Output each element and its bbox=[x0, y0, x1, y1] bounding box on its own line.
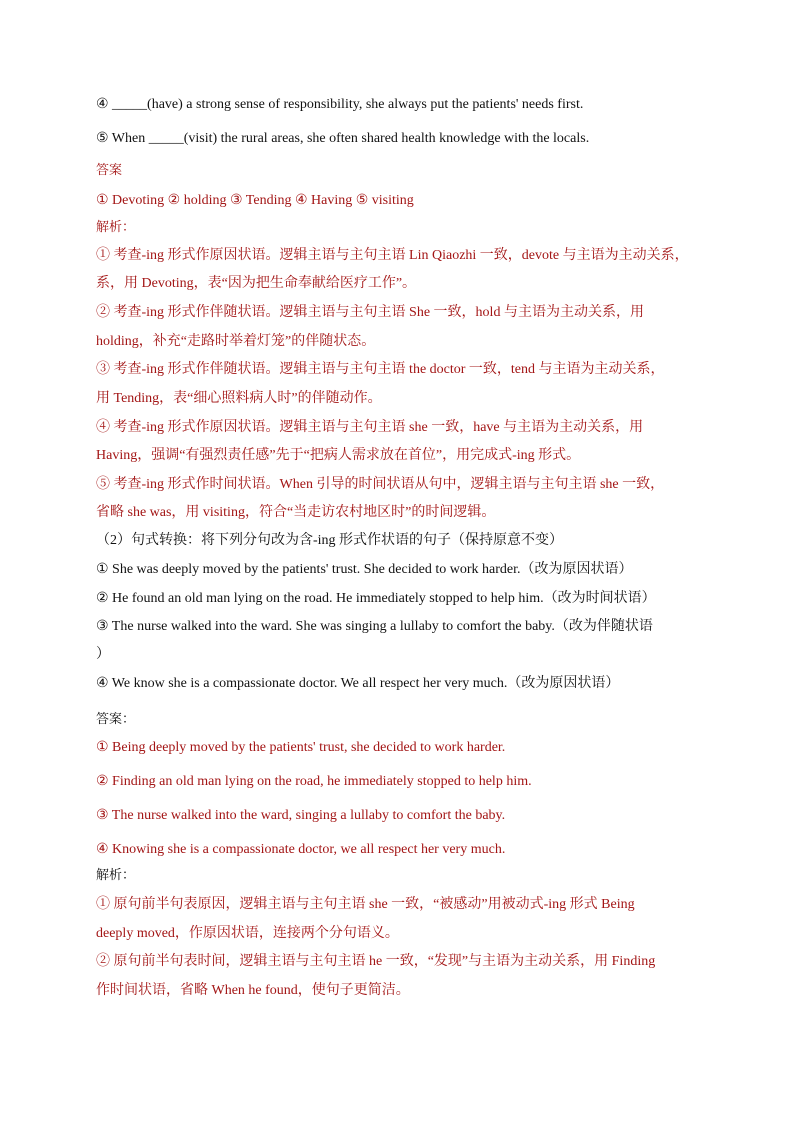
exercise2-item-3: ③ The nurse walked into the ward. She was singing a lullaby to comfort the baby.（改为伴随状语 bbox=[96, 619, 653, 634]
answers-2-item: ② Finding an old man lying on the road, he immediately stopped to help him. bbox=[96, 774, 532, 789]
analysis-2-line: ② 原句前半句表时间，逻辑主语与主句主语 he 一致，“发现”与主语为主动关系，用 Finding bbox=[96, 954, 656, 969]
analysis-1-line: ① 考查-ing 形式作原因状语。逻辑主语与主句主语 Lin Qiaozhi 一致，devote 与主语为主动关系， bbox=[96, 248, 689, 263]
analysis-1-line: ② 考查-ing 形式作伴随状语。逻辑主语与主句主语 She 一致，hold 与主语为主动关系，用 bbox=[96, 305, 644, 320]
analysis-1-line: 系，用 Devoting，表“因为把生命奉献给医疗工作”。 bbox=[96, 276, 417, 291]
analysis-1-line: Having，强调“有强烈责任感”先于“把病人需求放在首位”，用完成式-ing 形式。 bbox=[96, 448, 581, 463]
exercise1-item-5: ⑤ When _____(visit) the rural areas, she often shared health knowledge with the locals. bbox=[96, 131, 590, 146]
section-2-title: （2）句式转换：将下列分句改为含-ing 形式作状语的句子（保持原意不变） bbox=[96, 533, 564, 548]
analysis-2-line: ① 原句前半句表原因，逻辑主语与主句主语 she 一致，“被感动”用被动式-ing 形式 Being bbox=[96, 897, 635, 912]
analysis-1-line: 用 Tending，表“细心照料病人时”的伴随动作。 bbox=[96, 391, 382, 406]
exercise2-item-2: ② He found an old man lying on the road. He immediately stopped to help him.（改为时间状语） bbox=[96, 591, 656, 606]
exercise2-item-1: ① She was deeply moved by the patients' trust. She decided to work harder.（改为原因状语） bbox=[96, 562, 633, 577]
answers-2-item: ④ Knowing she is a compassionate doctor, we all respect her very much. bbox=[96, 842, 506, 857]
analysis-1-line: ④ 考查-ing 形式作原因状语。逻辑主语与主句主语 she 一致，have 与主语为主动关系，用 bbox=[96, 420, 644, 435]
exercise2-item-3-wrap: ） bbox=[96, 647, 110, 662]
analysis-1-line: ⑤ 考查-ing 形式作时间状语。When 引导的时间状语从句中，逻辑主语与主句主语 she 一致， bbox=[96, 477, 665, 492]
analysis-label-2: 解析： bbox=[96, 868, 136, 883]
answers-2-item: ③ The nurse walked into the ward, singing a lullaby to comfort the baby. bbox=[96, 808, 506, 823]
analysis-1-line: ③ 考查-ing 形式作伴随状语。逻辑主语与主句主语 the doctor 一致，tend 与主语为主动关系， bbox=[96, 362, 665, 377]
answer-label-2: 答案： bbox=[96, 712, 136, 727]
analysis-label-1: 解析： bbox=[96, 220, 136, 235]
analysis-2-line: 作时间状语，省略 When he found，使句子更简洁。 bbox=[96, 983, 410, 998]
answers-1: ① Devoting ② holding ③ Tending ④ Having ⑤ visiting bbox=[96, 193, 414, 208]
analysis-1-line: 省略 she was，用 visiting，符合“当走访农村地区时”的时间逻辑。 bbox=[96, 505, 496, 520]
exercise1-item-4: ④ _____(have) a strong sense of responsibility, she always put the patients' needs first. bbox=[96, 97, 584, 112]
analysis-2-line: deeply moved，作原因状语，连接两个分句语义。 bbox=[96, 926, 399, 941]
answers-2-item: ① Being deeply moved by the patients' trust, she decided to work harder. bbox=[96, 740, 506, 755]
exercise2-item-4: ④ We know she is a compassionate doctor. We all respect her very much.（改为原因状语） bbox=[96, 676, 620, 691]
analysis-1-line: holding，补充“走路时举着灯笼”的伴随状态。 bbox=[96, 334, 376, 349]
answer-label-1: 答案 bbox=[96, 163, 123, 178]
